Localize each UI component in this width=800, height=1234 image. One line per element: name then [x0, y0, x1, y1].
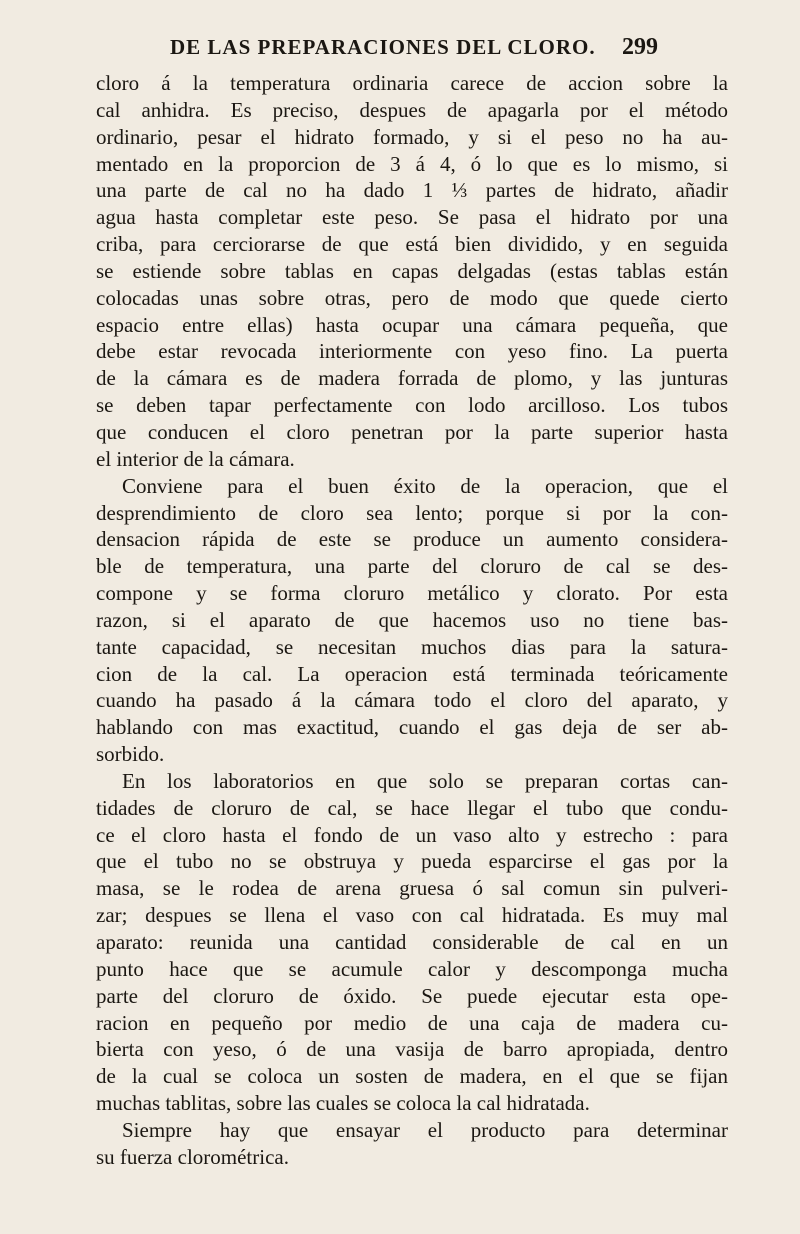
text-line: muchas tablitas, sobre las cuales se coloca la cal hidratada. [96, 1091, 590, 1116]
text-line: ordinario, pesar el hidrato formado, y si el peso no ha au- [96, 124, 728, 149]
text-line: aparato: reunida una cantidad considerable de cal en un [96, 930, 728, 954]
text-line: su fuerza clorométrica. [96, 1144, 289, 1169]
text-line: zar; despues se llena el vaso con cal hidratada. Es muy mal [96, 903, 728, 928]
text-line: compone y se forma cloruro metálico y clorato. Por esta [96, 581, 728, 606]
page-number: 299 [622, 34, 658, 60]
text-line: que conducen el cloro penetran por la parte superior hasta [96, 419, 728, 444]
text-line: tidades de cloruro de cal, se hace llegar el tubo que condu- [96, 795, 728, 820]
text-line: cuando ha pasado á la cámara todo el cloro del aparato, y [96, 688, 728, 713]
text-line: ble de temperatura, una parte del cloruro de cal se des- [96, 554, 728, 579]
text-line: Siempre hay que ensayar el producto para determinar [122, 1117, 728, 1142]
text-line: cal anhidra. Es preciso, despues de apagarla por el método [96, 97, 728, 122]
text-line: el interior de la cámara. [96, 446, 295, 471]
text-line: colocadas unas sobre otras, pero de modo que quede cierto [96, 285, 728, 310]
text-line: cloro á la temperatura ordinaria carece de accion sobre la [96, 71, 728, 95]
text-line: densacion rápida de este se produce un aumento considera- [96, 527, 728, 552]
paragraph [96, 768, 728, 1117]
text-line: razon, si el aparato de que hacemos uso no tiene bas- [96, 607, 728, 632]
text-line: Conviene para el buen éxito de la operacion, que el [122, 473, 728, 498]
text-line: se deben tapar perfectamente con lodo arcilloso. Los tubos [96, 393, 728, 418]
text-line: debe estar revocada interiormente con yeso fino. La puerta [96, 339, 728, 364]
text-line: sorbido. [96, 742, 165, 767]
text-line: criba, para cerciorarse de que está bien dividido, y en seguida [96, 232, 728, 257]
text-line: espacio entre ellas) hasta ocupar una cámara pequeña, que [96, 312, 728, 337]
body-text [96, 70, 728, 1171]
text-line: En los laboratorios en que solo se preparan cortas can- [122, 768, 728, 793]
running-head [170, 34, 658, 61]
text-line: parte del cloruro de óxido. Se puede ejecutar esta ope- [96, 983, 728, 1008]
text-line: bierta con yeso, ó de una vasija de barro apropiada, dentro [96, 1037, 728, 1062]
text-line: punto hace que se acumule calor y descomponga mucha [96, 956, 728, 981]
paragraph [96, 70, 728, 473]
running-title: DE LAS PREPARACIONES DEL CLORO. [170, 35, 596, 59]
text-line: desprendimiento de cloro sea lento; porque si por la con- [96, 500, 728, 525]
text-line: de la cual se coloca un sosten de madera, en el que se fijan [96, 1064, 728, 1089]
text-line: hablando con mas exactitud, cuando el gas deja de ser ab- [96, 715, 728, 740]
text-line: de la cámara es de madera forrada de plomo, y las junturas [96, 366, 728, 391]
text-line: agua hasta completar este peso. Se pasa el hidrato por una [96, 205, 728, 230]
text-line: mentado en la proporcion de 3 á 4, ó lo que es lo mismo, si [96, 151, 728, 176]
text-line: racion en pequeño por medio de una caja de madera cu- [96, 1010, 728, 1035]
text-line: tante capacidad, se necesitan muchos dias para la satura- [96, 634, 728, 659]
text-line: ce el cloro hasta el fondo de un vaso alto y estrecho : para [96, 822, 728, 847]
text-line: que el tubo no se obstruya y pueda esparcirse el gas por la [96, 849, 728, 874]
text-line: cion de la cal. La operacion está terminada teóricamente [96, 661, 728, 686]
text-line: se estiende sobre tablas en capas delgadas (estas tablas están [96, 258, 728, 283]
text-line: una parte de cal no ha dado 1 ⅓ partes de hidrato, añadir [96, 178, 728, 203]
text-line: masa, se le rodea de arena gruesa ó sal comun sin pulveri- [96, 876, 728, 901]
paragraph [96, 1117, 728, 1171]
paragraph [96, 473, 728, 768]
